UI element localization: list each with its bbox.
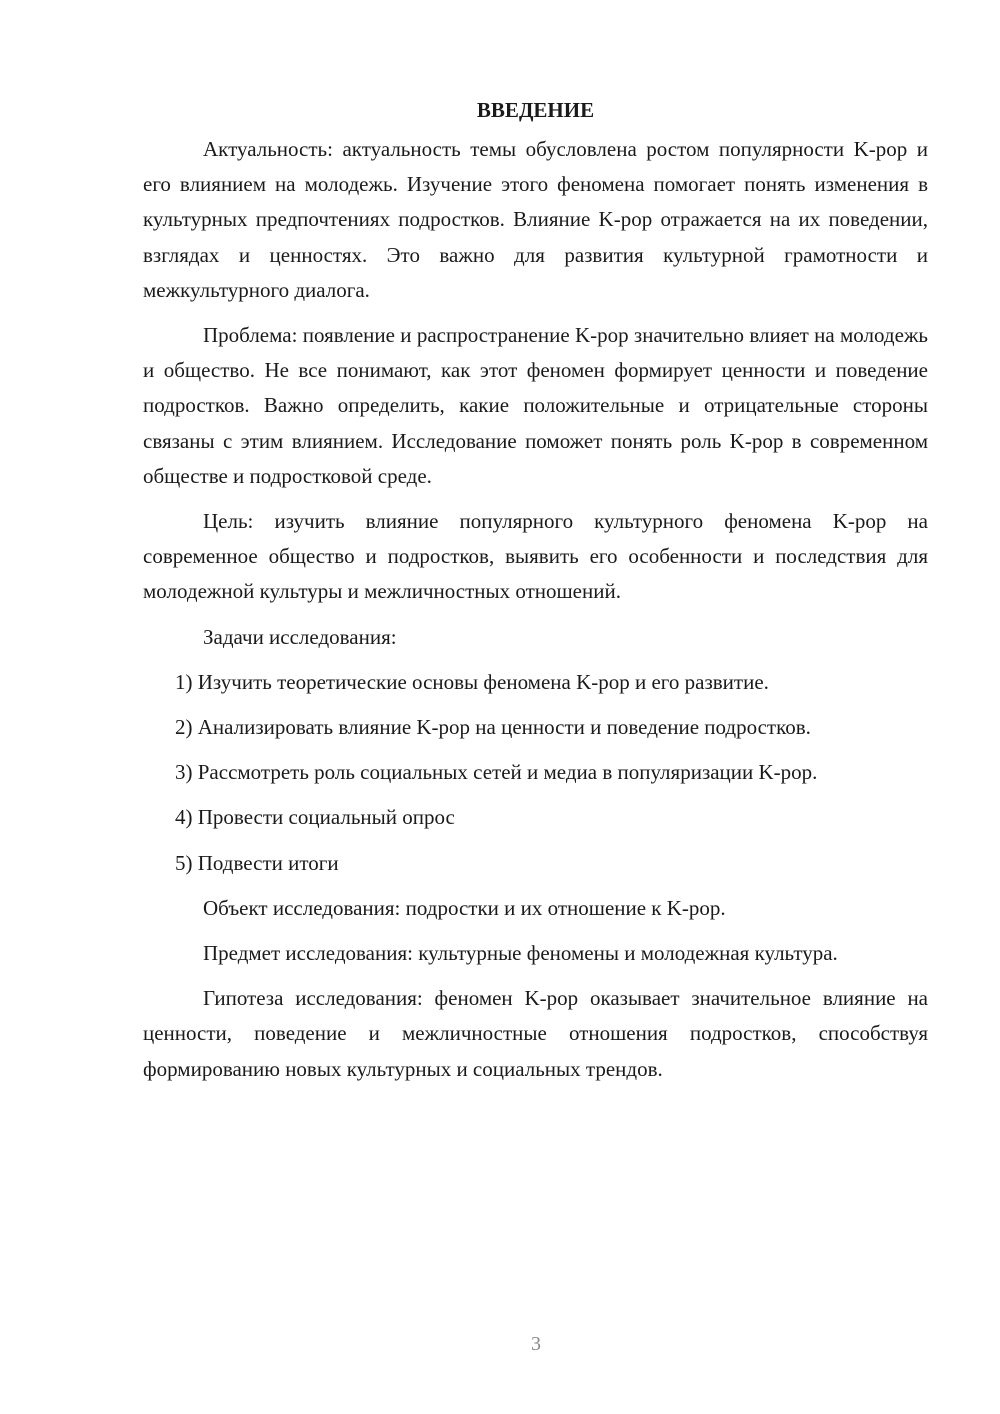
- document-page: [143, 92, 928, 1097]
- relevance-paragraph: Актуальность: актуальность темы обусловлена ростом популярности K-pop и его влиянием на молодежь. Изучение этого феномена помогает понять изменения в культурных предпочтениях подростков. Влияние K-pop отражается на их поведении, взглядах и ценностях. Это важно для развития культурной грамотности и межкультурного диалога.: [143, 137, 928, 302]
- object-paragraph: Объект исследования: подростки и их отношение к K-pop.: [203, 895, 726, 920]
- task-item-5: 5) Подвести итоги: [175, 850, 339, 875]
- subject-paragraph: Предмет исследования: культурные феномены и молодежная культура.: [203, 941, 838, 966]
- problem-paragraph: Проблема: появление и распространение K-pop значительно влияет на молодежь и общество. Не все понимают, как этот феномен формирует ценности и поведение подростков. Важно определить, какие положительные и отрицательные стороны связаны с этим влиянием. Исследование поможет понять роль K-pop в современном обществе и подростковой среде.: [143, 323, 928, 488]
- task-item-1: 1) Изучить теоретические основы феномена K-pop и его развитие.: [175, 669, 769, 694]
- task-item-3: 3) Рассмотреть роль социальных сетей и медиа в популяризации K-pop.: [175, 760, 818, 785]
- task-item-2: 2) Анализировать влияние K-pop на ценности и поведение подростков.: [175, 715, 811, 740]
- page-title: ВВЕДЕНИЕ: [476, 98, 595, 122]
- hypothesis-paragraph: Гипотеза исследования: феномен K-pop оказывает значительное влияние на ценности, поведение и межличностные отношения подростков, способствуя формированию новых культурных и социальных трендов.: [143, 986, 928, 1081]
- task-item-4: 4) Провести социальный опрос: [175, 805, 455, 830]
- page-number: 3: [531, 1333, 541, 1355]
- tasks-title: Задачи исследования:: [203, 624, 397, 649]
- goal-paragraph: Цель: изучить влияние популярного культурного феномена K-pop на современное общество и подростков, выявить его особенности и последствия для молодежной культуры и межличностных отношений.: [143, 509, 928, 604]
